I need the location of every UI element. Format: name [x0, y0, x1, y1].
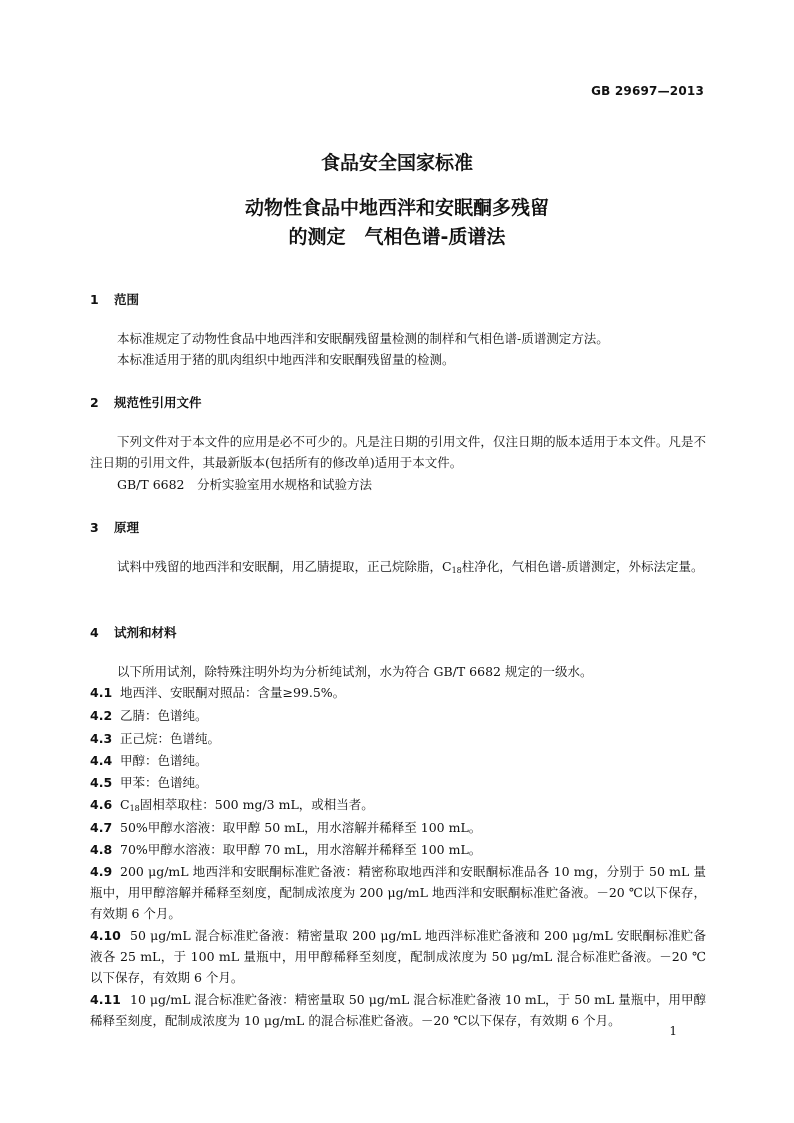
item-text: 甲苯：色谱纯。 — [120, 775, 208, 790]
section-2-number: 2 — [90, 395, 99, 410]
list-item — [90, 750, 706, 771]
item-text: 70%甲醇水溶液：取甲醇 70 mL，用水溶解并稀释至 100 mL。 — [120, 842, 482, 857]
item-code: 4.6 — [90, 797, 113, 812]
section-1-para-2: 本标准适用于猪的肌肉组织中地西泮和安眠酮残留量的检测。 — [117, 352, 455, 367]
section-1-number: 1 — [90, 292, 99, 307]
item-subscript: 18 — [129, 804, 140, 813]
item-code: 4.7 — [90, 820, 113, 835]
section-4-heading — [90, 623, 177, 641]
item-text: 50%甲醇水溶液：取甲醇 50 mL，用水溶解并稀释至 100 mL。 — [120, 820, 482, 835]
section-3-para-1 — [90, 556, 706, 581]
item-text-b: 固相萃取柱：500 mg/3 mL，或相当者。 — [139, 797, 374, 812]
list-item — [90, 925, 706, 988]
section-4-number: 4 — [90, 625, 99, 640]
item-text: 10 μg/mL 混合标准贮备液：精密量取 50 μg/mL 混合标准贮备液 10 mL，于 50 mL 量瓶中，用甲醇稀释至刻度，配制成浓度为 10 μg/mL 的混合标准贮备液。－20 ℃以下保存，有效期 6 个月。 — [90, 992, 706, 1028]
list-item — [90, 794, 706, 819]
item-text-a: C — [120, 797, 130, 812]
item-code: 4.2 — [90, 708, 113, 723]
section-2-para-1: 下列文件对于本文件的应用是必不可少的。凡是注日期的引用文件，仅注日期的版本适用于本文件。凡是不注日期的引用文件，其最新版本(包括所有的修改单)适用于本文件。 — [90, 434, 706, 470]
item-code: 4.10 — [90, 928, 121, 943]
item-text: 甲醇：色谱纯。 — [120, 753, 208, 768]
list-item — [90, 817, 706, 838]
list-item — [90, 682, 706, 703]
list-item — [90, 839, 706, 860]
section-2-heading — [90, 393, 202, 411]
title-line-2: 动物性食品中地西泮和安眠酮多残留 — [244, 197, 549, 219]
item-code: 4.4 — [90, 753, 113, 768]
section-1-para-1: 本标准规定了动物性食品中地西泮和安眠酮残留量检测的制样和气相色谱-质谱测定方法。 — [117, 331, 609, 346]
section-2-title: 规范性引用文件 — [114, 395, 202, 410]
item-text: 200 μg/mL 地西泮和安眠酮标准贮备液：精密称取地西泮和安眠酮标准品各 10 mg，分别于 50 mL 量瓶中，用甲醇溶解并稀释至刻度，配制成浓度为 200 μg/mL 地西泮和安眠酮标准贮备液。－20 ℃以下保存，有效期 6 个月。 — [90, 864, 706, 921]
section-3-text-b: 柱净化，气相色谱-质谱测定，外标法定量。 — [461, 559, 704, 574]
section-1-title: 范围 — [114, 292, 140, 307]
page-number: 1 — [669, 1024, 677, 1038]
section-3-subscript: 18 — [451, 566, 462, 575]
section-3-title: 原理 — [114, 520, 140, 535]
item-code: 4.8 — [90, 842, 113, 857]
item-text: 50 μg/mL 混合标准贮备液：精密量取 200 μg/mL 地西泮标准贮备液和 200 μg/mL 安眠酮标准贮备液各 25 mL，于 100 mL 量瓶中，用甲醇稀释至刻度，配制成浓度为 50 μg/mL 混合标准贮备液。－20 ℃ 以下保存，有效期 6 个月。 — [90, 928, 706, 985]
section-4-title: 试剂和材料 — [114, 625, 177, 640]
item-text: 乙腈：色谱纯。 — [120, 708, 208, 723]
section-3-text-a: 试料中残留的地西泮和安眠酮，用乙腈提取，正己烷除脂，C — [117, 559, 452, 574]
item-code: 4.9 — [90, 864, 113, 879]
item-code: 4.3 — [90, 731, 113, 746]
title-line-3: 的测定 气相色谱-质谱法 — [288, 226, 506, 248]
item-code: 4.1 — [90, 685, 113, 700]
section-4-intro: 以下所用试剂，除特殊注明外均为分析纯试剂，水为符合 GB/T 6682 规定的一级水。 — [117, 664, 593, 679]
item-code: 4.5 — [90, 775, 113, 790]
list-item — [90, 989, 706, 1031]
section-3-number: 3 — [90, 520, 99, 535]
item-code: 4.11 — [90, 992, 121, 1007]
list-item — [90, 772, 706, 793]
item-text: 地西泮、安眠酮对照品：含量≥99.5%。 — [120, 685, 346, 700]
title-line-1: 食品安全国家标准 — [320, 152, 473, 174]
item-text: 正己烷：色谱纯。 — [120, 731, 221, 746]
section-2-reference: GB/T 6682 分析实验室用水规格和试验方法 — [117, 477, 373, 492]
standard-number: GB 29697—2013 — [591, 84, 704, 98]
section-1-heading — [90, 290, 139, 308]
list-item — [90, 705, 706, 726]
section-3-heading — [90, 518, 139, 536]
list-item — [90, 728, 706, 749]
list-item — [90, 861, 706, 924]
